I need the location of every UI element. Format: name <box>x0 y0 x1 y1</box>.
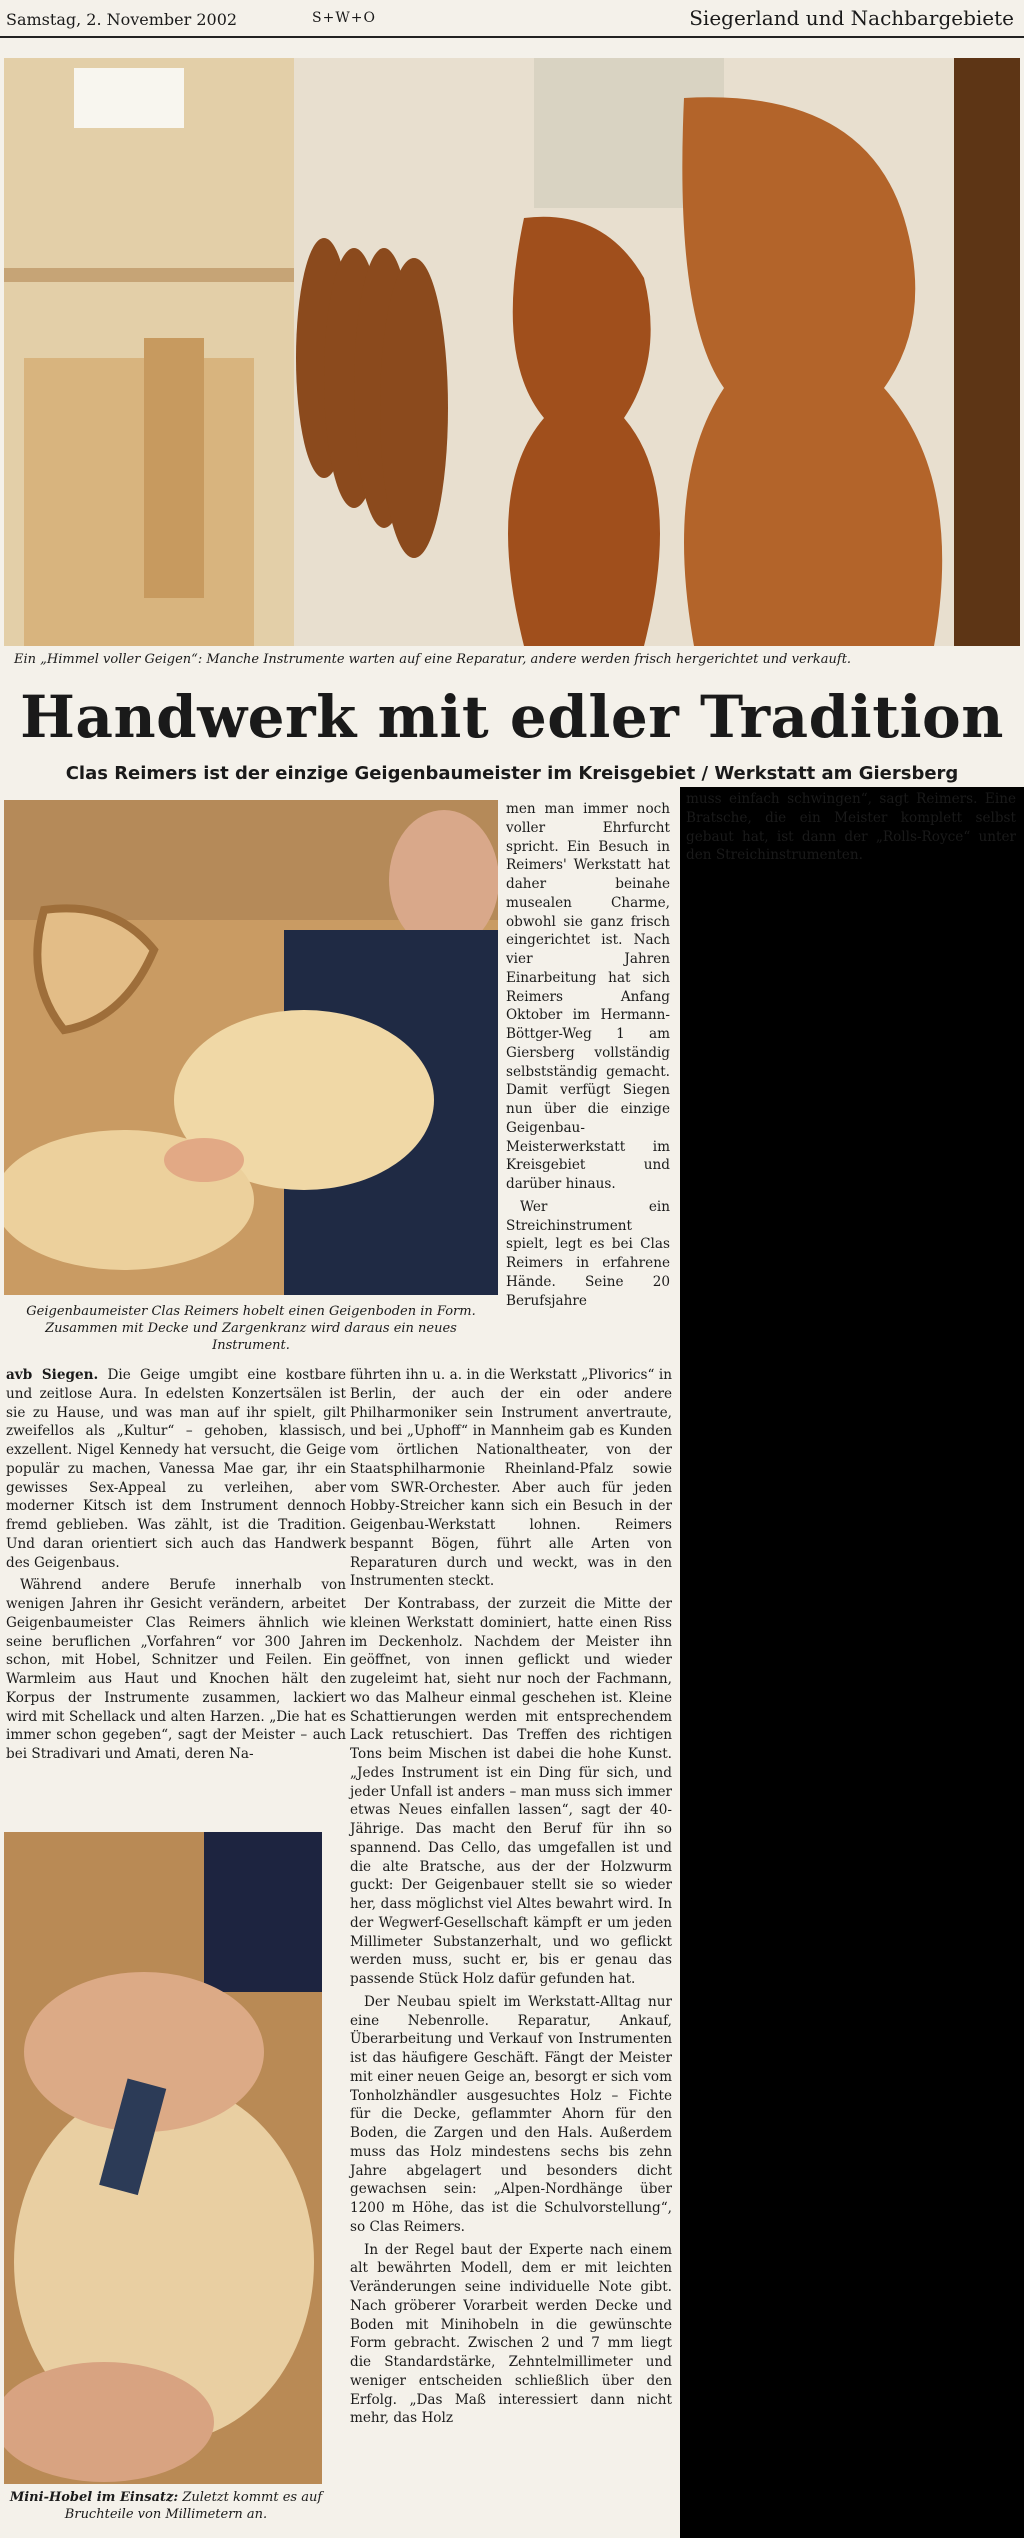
violins-photo <box>4 58 1020 646</box>
dateline: avb Siegen. <box>6 1367 99 1383</box>
col2a-p1: men man immer noch voller Ehrfurcht spricht. Ein Besuch in Reimers' Werkstatt hat daher beinahe musealen Charme, obwohl sie ganz frisch eingerichtet ist. Nach vier Jahren Einarbeitung hat sich Reimers Anfang Oktober im Hermann-Böttger-Weg 1 am Giersberg vollständig selbstständig gemacht. Damit verfügt Siegen nun über die einzige Geigenbau-Meisterwerkstatt im Kreisgebiet und darüber hinaus. <box>506 801 670 1192</box>
col2a-p2: Wer ein Streichinstrument spielt, legt es bei Clas Reimers in erfahrene Hände. Seine 20 Berufsjahre <box>506 1198 670 1309</box>
middle-photo-caption: Geigenbaumeister Clas Reimers hobelt einen Geigenboden in Form. Zusammen mit Decke und Zargenkranz wird daraus ein neues Instrument. <box>26 1304 476 1353</box>
violins-illustration <box>4 58 1020 646</box>
col3-p1: muss einfach schwingen“, sagt Reimers. Eine Bratsche, die ein Meister komplett selbst gebaut hat, ist dann der „Rolls-Royce“ unter den Streichinstrumenten. <box>686 791 1016 864</box>
col2b-p4: In der Regel baut der Experte nach einem alt bewährten Modell, dem er mit leichten Veränderungen seine individuelle Note gibt. Nach gröberer Vorarbeit werden Decke und Boden mit Minihobeln in die gewünschte Form gebracht. Zwischen 2 und 7 mm liegt die Standardstärke, Zehntelmillimeter und weniger entscheiden schließlich über den Erfolg. „Das Maß interessiert dann nicht mehr, das Holz <box>350 2241 672 2427</box>
header-mark: S+W+O <box>312 10 376 26</box>
bottom-caption-lead: Mini-Hobel im Einsatz: <box>9 2490 179 2505</box>
text-column-3 <box>686 790 1016 869</box>
craftsman-illustration <box>4 800 498 1295</box>
bottom-caption-rest: Zuletzt kommt es auf Bruchteile von Millimetern an. <box>64 2490 323 2522</box>
text-column-2a <box>506 800 670 1314</box>
col2b-p2: Der Kontrabass, der zurzeit die Mitte der kleinen Werkstatt dominiert, hatte einen Riss im Deckenholz. Nachdem der Meister ihn geöffnet, von innen geflickt und wieder zugeleimt hat, sieht nur noch der Fachmann, wo das Malheur einmal geschehen ist. Kleine Schattierungen werden mit entsprechendem Lack retuschiert. Das Treffen des richtigen Tons beim Mischen ist dabei die hohe Kunst. „Jedes Instrument ist ein Ding für sich, und jeder Unfall ist anders – man muss sich immer etwas Neues einfallen lassen“, sagt der 40-Jährige. Das macht den Beruf für ihn so spannend. Das Cello, das umgefallen ist und die alte Bratsche, aus der der Holzwurm guckt: Der Geigenbauer stellt sie so wieder her, dass möglichst viel Altes bewahrt wird. In der Wegwerf-Gesellschaft kämpft er um jeden Millimeter Substanzerhalt, und wo geflickt werden muss, sucht er, bis er genau das passende Stück Holz dafür gefunden hat. <box>350 1596 672 1987</box>
text-column-1 <box>6 1366 346 1768</box>
planing-photo <box>4 1832 322 2484</box>
top-photo-caption: Ein „Himmel voller Geigen“: Manche Instrumente warten auf eine Reparatur, andere werden frisch hergerichtet und verkauft. <box>14 652 852 667</box>
article-headline: Handwerk mit edler Tradition <box>20 683 1004 751</box>
header-region: Siegerland und Nachbargebiete <box>689 6 1014 30</box>
col1-p2: Während andere Berufe innerhalb von wenigen Jahren ihr Gesicht verändern, arbeitet Geigenbaumeister Clas Reimers ähnlich wie seine beruflichen „Vorfahren“ vor 300 Jahren schon, mit Hobel, Schnitzer und Feilen. Ein Warmleim aus Haut und Knochen hält den Korpus der Instrumente zusammen, lackiert wird mit Schellack und alten Harzen. „Die hat es immer schon gegeben“, sagt der Meister – auch bei Stradivari und Amati, deren Na- <box>6 1577 346 1762</box>
header-date: Samstag, 2. November 2002 <box>6 10 238 29</box>
header-rule <box>0 36 1024 38</box>
text-column-2b <box>350 1366 672 2432</box>
paragraph-intro <box>6 1366 346 1572</box>
col2b-p3: Der Neubau spielt im Werkstatt-Alltag nur eine Nebenrolle. Reparatur, Ankauf, Überarbeitung und Verkauf von Instrumenten ist das häufigere Geschäft. Fängt der Meister mit einer neuen Geige an, besorgt er sich vom Tonholzhändler ausgesuchtes Holz – Fichte für die Decke, geflammter Ahorn für den Boden, die Zargen und den Hals. Außerdem muss das Holz mindestens sechs bis zehn Jahre abgelagert und besonders dicht gewachsen sein: „Alpen-Nordhänge über 1200 m Höhe, das ist die Schulvorstellung“, so Clas Reimers. <box>350 1993 672 2235</box>
col1-p1: Die Geige umgibt eine kostbare und zeitlose Aura. In edelsten Konzertsälen ist sie zu Hause, und was man auf ihr spielt, gilt zweifellos als „Kultur“ – gehoben, klassisch, exzellent. Nigel Kennedy hat versucht, die Geige populär zu machen, Vanessa Mae gar, ihr ein gewisses Sex-Appeal zu verleihen, aber moderner Kitsch ist dem Instrument dennoch fremd geblieben. Was zählt, ist die Tradition. Und daran orientiert sich auch das Handwerk des Geigenbaus. <box>6 1367 346 1571</box>
bottom-photo-caption <box>6 2490 326 2524</box>
craftsman-photo <box>4 800 498 1295</box>
planing-illustration <box>4 1832 322 2484</box>
article-subhead: Clas Reimers ist der einzige Geigenbaumeister im Kreisgebiet / Werkstatt am Giersberg <box>65 763 959 784</box>
col2b-p1: führten ihn u. a. in die Werkstatt „Plivorics“ in Berlin, der auch der ein oder andere Philharmoniker sein Instrument anvertraute, und bei „Uphoff“ in Mannheim gab es Kunden vom örtlichen Nationaltheater, von der Staatsphilharmonie Rheinland-Pfalz sowie vom SWR-Orchester. Aber auch für jeden Hobby-Streicher kann sich ein Besuch in der Geigenbau-Werkstatt lohnen. Reimers bespannt Bögen, führt alle Arten von Reparaturen durch und weckt, was in den Instrumenten steckt. <box>350 1367 672 1590</box>
page-header <box>0 0 1024 40</box>
